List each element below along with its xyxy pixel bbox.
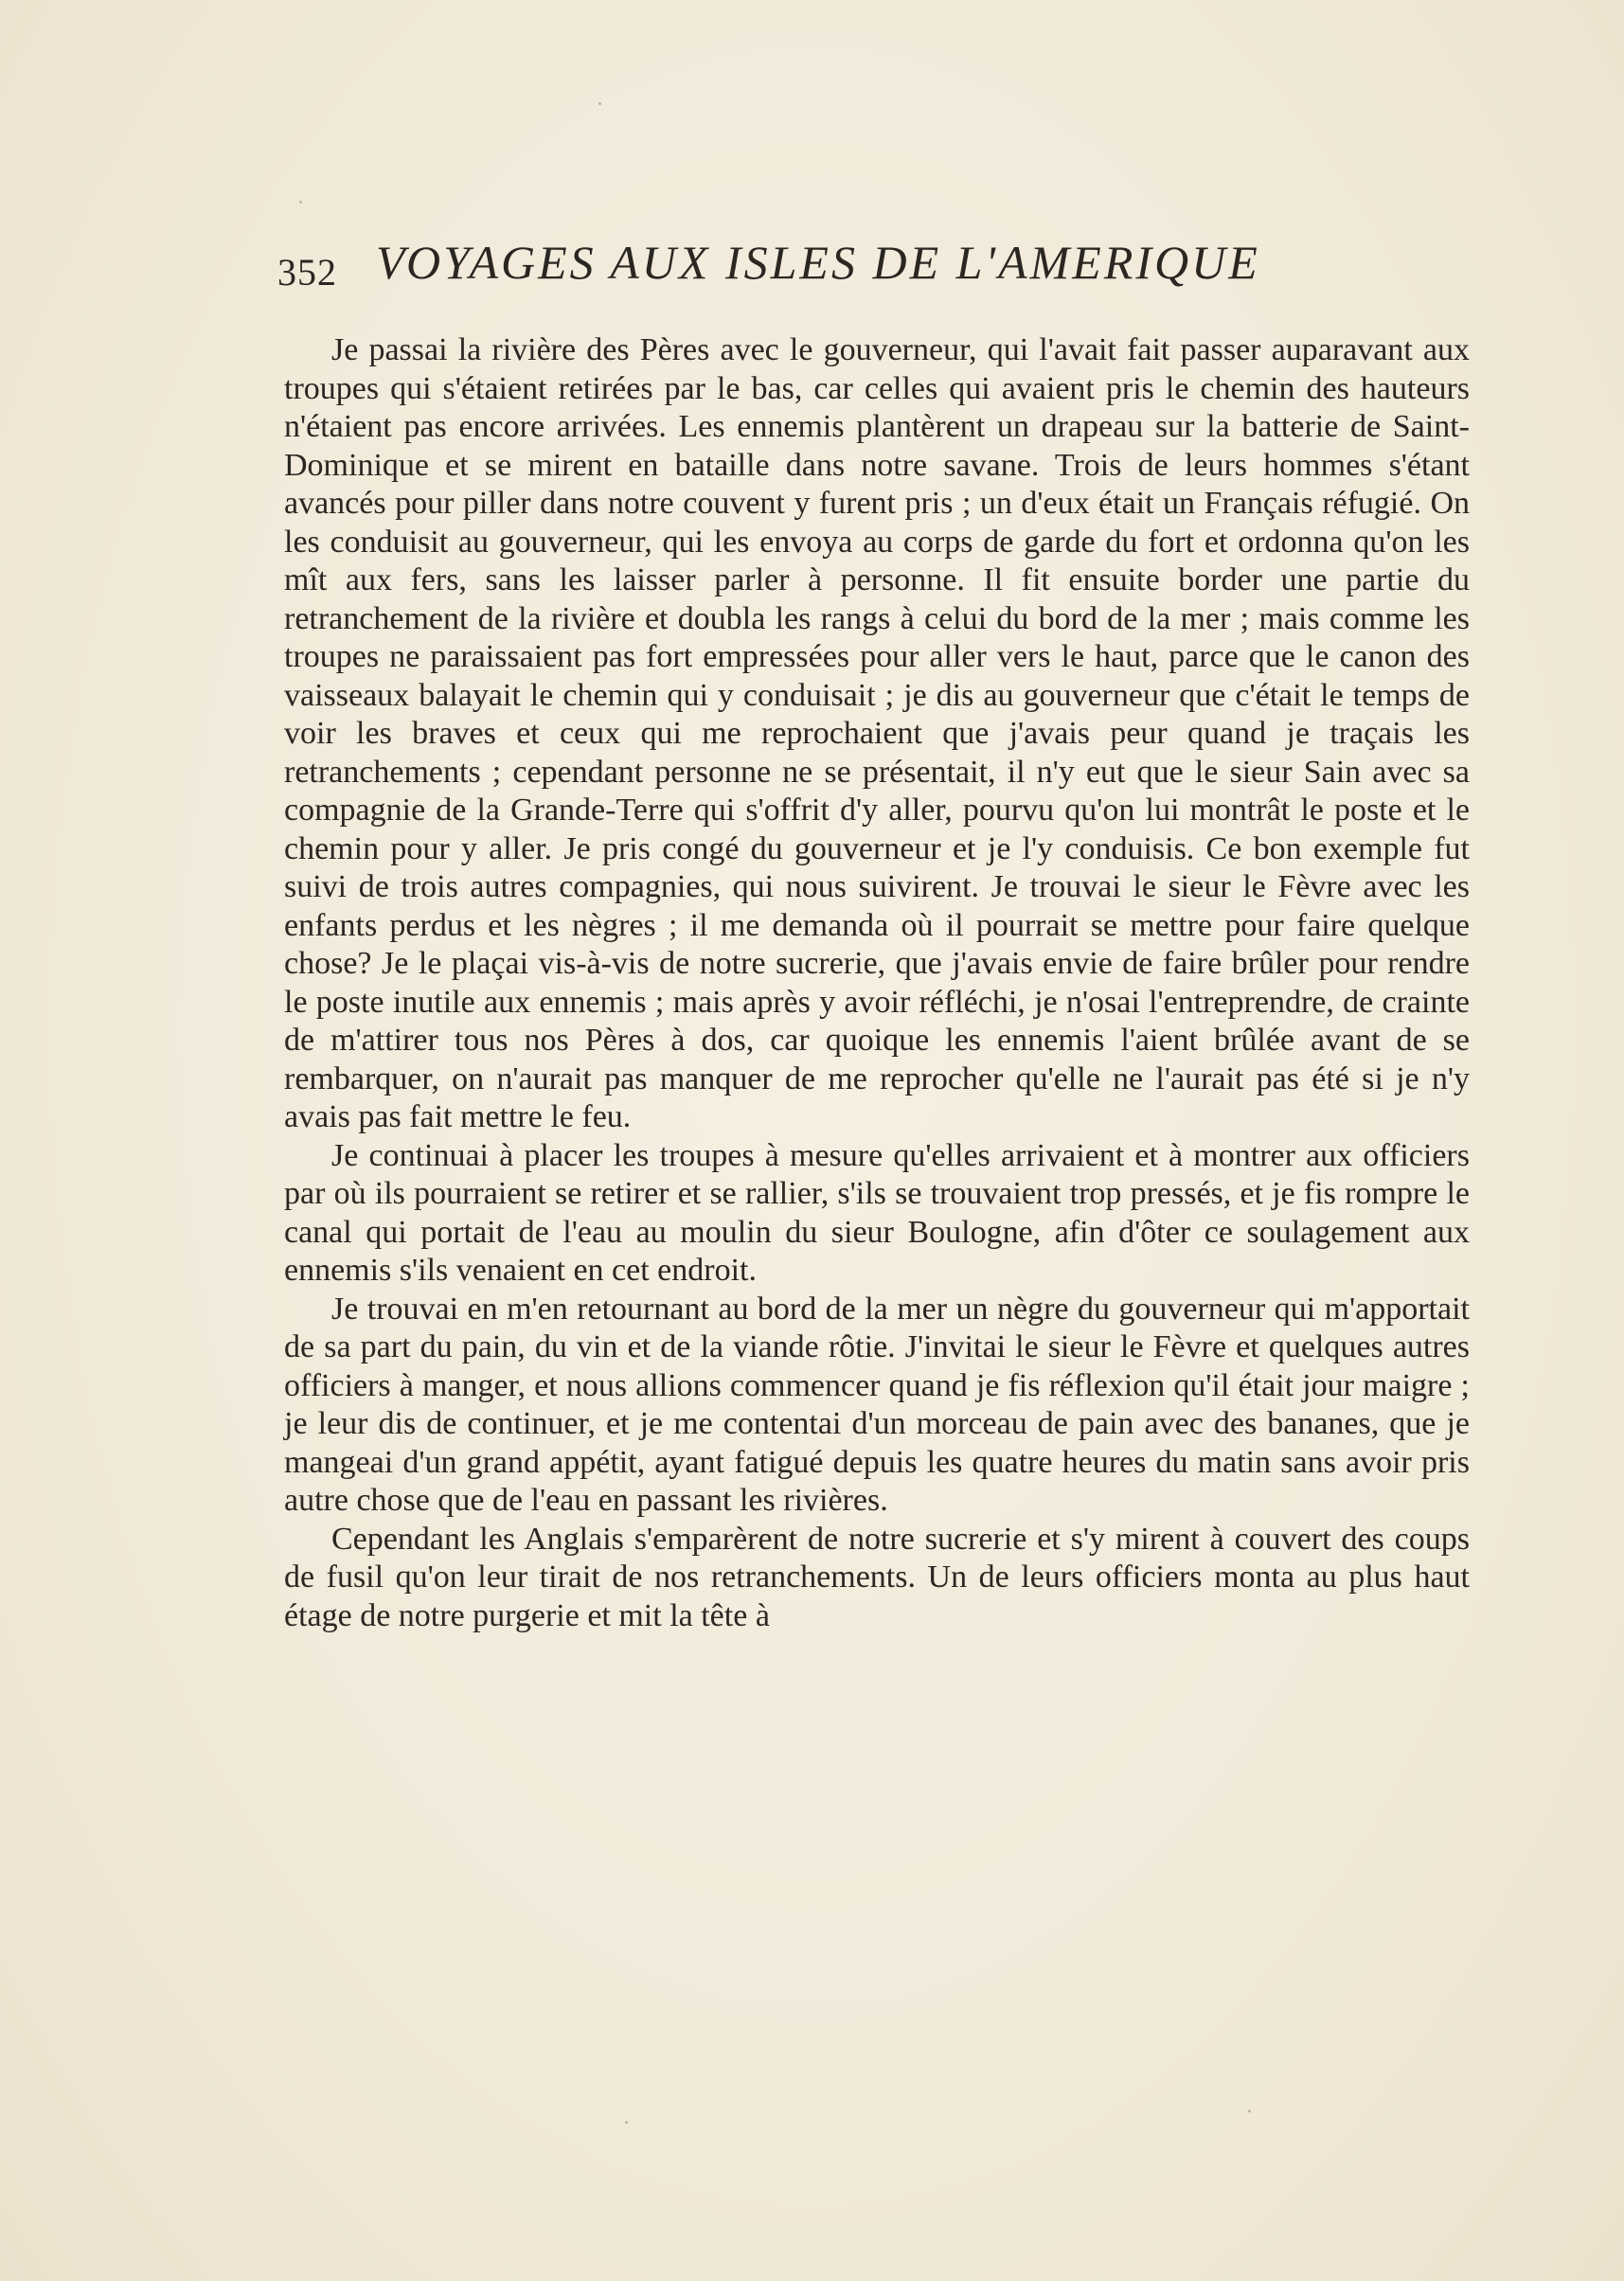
paper-speck <box>299 201 302 204</box>
paragraph-4: Cependant les Anglais s'emparèrent de notre sucrerie et s'y mirent à couvert des coups de fusil qu'on leur tirait de nos retranchements. Un de leurs officiers monta au plus haut étage de notre purgerie et mit la tête à <box>284 1521 1470 1633</box>
paragraph-1: Je passai la rivière des Pères avec le gouverneur, qui l'avait fait passer auparavant aux troupes qui s'étaient retirées par le bas, car celles qui avaient pris le chemin des hauteurs n'étaient pas encore arrivées. Les ennemis plantèrent un drapeau sur la batterie de Saint-Dominique et se mirent en bataille dans notre savane. Trois de leurs hommes s'étant avancés pour piller dans notre couvent y furent pris ; un d'eux était un Français réfugié. On les conduisit au gouverneur, qui les envoya au corps de garde du fort et ordonna qu'on les mît aux fers, sans les laisser parler à personne. Il fit ensuite border une partie du retranchement de la rivière et doubla les rangs à celui du bord de la mer ; mais comme les troupes ne paraissaient pas fort empressées pour aller vers le haut, parce que le canon des vaisseaux balayait le chemin qui y conduisait ; je dis au gouverneur que c'était le temps de voir les braves et ceux qui me reprochaient que j'avais peur quand je traçais les retranchements ; cependant personne ne se présentait, il n'y eut que le sieur Sain avec sa compagnie de la Grande-Terre qui s'offrit d'y aller, pourvu qu'on lui montrât le poste et le chemin pour y aller. Je pris congé du gouverneur et je l'y conduisis. Ce bon exemple fut suivi de trois autres compagnies, qui nous suivirent. Je trouvai le sieur le Fèvre avec les enfants perdus et les nègres ; il me demanda où il pourrait se mettre pour faire quelque chose? Je le plaçai vis-à-vis de notre sucrerie, que j'avais envie de faire brûler pour rendre le poste inutile aux ennemis ; mais après y avoir réfléchi, je n'osai l'entreprendre, de crainte de m'attirer tous nos Pères à dos, car quoique les ennemis l'aient brûlée avant de se rembarquer, on n'aurait pas manquer de me reprocher qu'elle ne l'aurait pas été si je n'y avais pas fait mettre le feu. <box>284 332 1470 1134</box>
paper-speck <box>598 102 601 105</box>
paragraph-2: Je continuai à placer les troupes à mesure qu'elles arrivaient et à montrer aux officiers par où ils pourraient se retirer et se rallier, s'ils se trouvaient trop pressés, et je fis rompre le canal qui portait de l'eau au moulin du sieur Boulogne, afin d'ôter ce soulagement aux ennemis s'ils venaient en cet endroit. <box>284 1137 1470 1288</box>
paper-speck <box>625 2121 628 2124</box>
paragraph-3: Je trouvai en m'en retournant au bord de la mer un nègre du gouverneur qui m'apportait de sa part du pain, du vin et de la viande rôtie. J'invitai le sieur le Fèvre et quelques autres officiers à manger, et nous allions commencer quand je fis réflexion qu'il était jour maigre ; je leur dis de continuer, et je me contentai d'un morceau de pain avec des bananes, que je mangeai d'un grand appétit, ayant fatigué depuis les quatre heures du matin sans avoir pris autre chose que de l'eau en passant les rivières. <box>284 1291 1470 1518</box>
page-number: 352 <box>277 251 337 294</box>
running-title: VOYAGES AUX ISLES DE L'AMERIQUE <box>376 236 1260 289</box>
running-header <box>277 235 1366 301</box>
paper-speck <box>1248 2110 1251 2112</box>
body-text <box>284 331 1470 1635</box>
